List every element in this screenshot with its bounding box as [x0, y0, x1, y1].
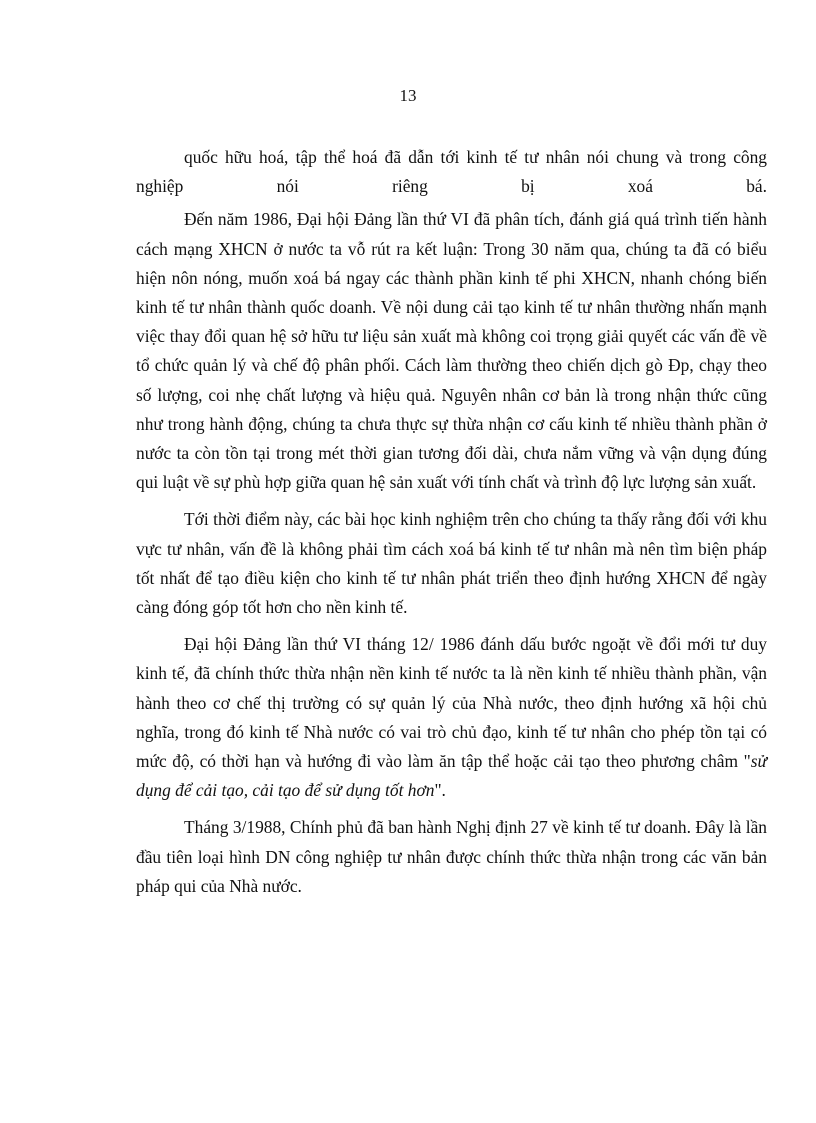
paragraph-4-text: Đại hội Đảng lần thứ VI tháng 12/ 1986 đánh dấu bước ngoặt về đổi mới tư duy kinh tế, đã chính thức thừa nhận nền kinh tế nước ta là nền kinh tế nhiều thành phần, vận hành theo cơ chế thị trường có sự quản lý của Nhà nước, theo định hướng xã hội chủ nghĩa, trong đó kinh tế Nhà nước có vai trò chủ đạo, kinh tế tư nhân cho phép tồn tại có mức độ, có thời hạn và hướng đi vào làm ăn tập thể hoặc cải tạo theo phương châm "	[136, 634, 767, 772]
paragraph-1: quốc hữu hoá, tập thể hoá đã dẫn tới kinh tế tư nhân nói chung và trong công nghiệp nói riêng bị xoá bá.	[136, 147, 767, 197]
paragraph-4-quote: sử dụng để cải tạo, cải tạo để sử dụng tốt hơn	[136, 751, 767, 801]
page-number: 13	[399, 86, 417, 105]
paragraph-5: Tháng 3/1988, Chính phủ đã ban hành Nghị định 27 về kinh tế tư doanh. Đây là lần đầu tiên loại hình DN công nghiệp tư nhân được chính thức thừa nhận trong các văn bản pháp qui của Nhà nước.	[136, 817, 767, 896]
document-body	[136, 143, 767, 909]
paragraph-2: Đến năm 1986, Đại hội Đảng lần thứ VI đã phân tích, đánh giá quá trình tiến hành cách mạng XHCN ở nước ta vỗ rút ra kết luận: Trong 30 năm qua, chúng ta đã có biểu hiện nôn nóng, muốn xoá bá ngay các thành phần kinh tế phi XHCN, nhanh chóng biến kinh tế tư nhân thành quốc doanh. Về nội dung cải tạo kinh tế tư nhân thường nhấn mạnh việc thay đổi quan hệ sở hữu tư liệu sản xuất mà không coi trọng giải quyết các vấn đề về tổ chức quản lý và chế độ phân phối. Cách làm thường theo chiến dịch gò Đp, chạy theo số lượng, coi nhẹ chất lượng và hiệu quả. Nguyên nhân cơ bản là trong nhận thức cũng như trong hành động, chúng ta chưa thực sự thừa nhận cơ cấu kinh tế nhiều thành phần ở nước ta còn tồn tại trong mét thời gian tương đối dài, chưa nắm vững và vận dụng đúng qui luật về sự phù hợp giữa quan hệ sản xuất với tính chất và trình độ lực lượng sản xuất.	[136, 209, 767, 493]
paragraph-4-closing: ".	[434, 780, 446, 801]
paragraph-4	[136, 630, 767, 805]
paragraph-3: Tới thời điểm này, các bài học kinh nghiệm trên cho chúng ta thấy rằng đối với khu vực tư nhân, vấn đề là không phải tìm cách xoá bá kinh tế tư nhân mà nên tìm biện pháp tốt nhất để tạo điều kiện cho kinh tế tư nhân phát triển theo định hướng XHCN để ngày càng đóng góp tốt hơn cho nền kinh tế.	[136, 509, 767, 618]
